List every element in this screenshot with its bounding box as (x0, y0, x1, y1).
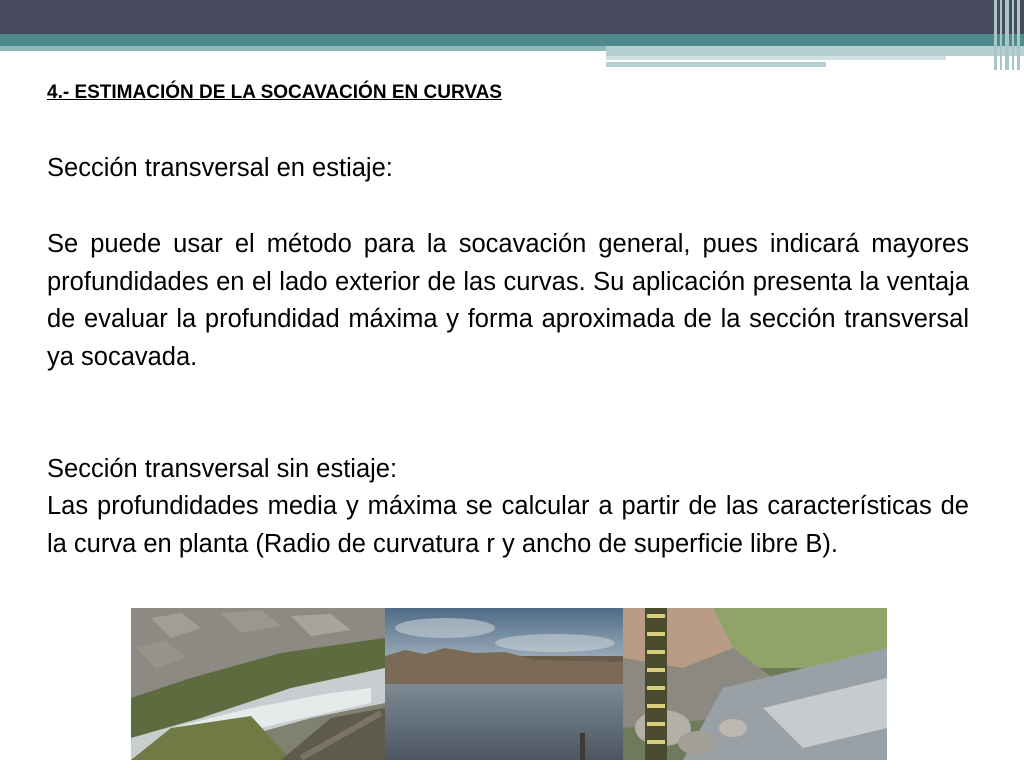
header-stripe (0, 46, 606, 51)
photo-strip (131, 608, 887, 760)
header-vertical-stripes (990, 0, 1024, 70)
river-gauge-photo (623, 608, 887, 760)
river-bank-photo (131, 608, 385, 760)
header-stripe (606, 46, 1024, 56)
paragraph-with-low-water: Se puede usar el método para la socavación general, pues indicará mayores profundidades en el lado exterior de las curvas. Su aplicación presenta la ventaja de evaluar la profundidad máxima y forma aproximada de la sección transversal ya socavada. (47, 230, 969, 371)
slide-heading: 4.- ESTIMACIÓN DE LA SOCAVACIÓN EN CURVAS (47, 82, 502, 103)
header-accent-bar (0, 34, 1024, 46)
subheading-with-low-water: Sección transversal en estiaje: (47, 154, 393, 182)
subheading-without-low-water: Sección transversal sin estiaje: (47, 455, 398, 483)
river-lake-photo (385, 608, 623, 760)
paragraph-without-low-water: Las profundidades media y máxima se calcular a partir de las características de la curva en planta (Radio de curvatura r y ancho de superficie libre B). (47, 492, 969, 558)
header-stripe (606, 56, 946, 60)
header-stripe (606, 62, 826, 67)
header-bar (0, 0, 1024, 34)
